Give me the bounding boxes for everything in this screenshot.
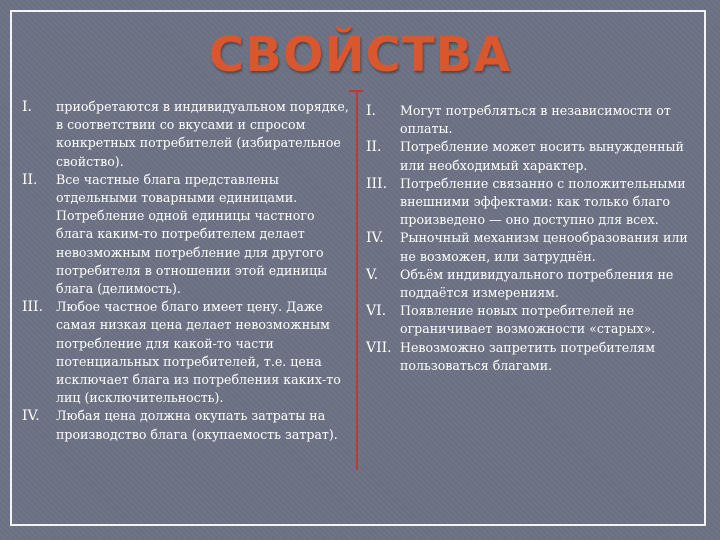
list-item-text: Все частные блага представлены отдельными товарными единицами. Потребление одной единицы частного блага каким-то потребителем делает невозможным потребление для другого потребителя в отношении этой единицы блага (делимость). <box>56 171 328 297</box>
list-item <box>22 298 352 407</box>
list-item <box>366 339 688 375</box>
list-item-number: I. <box>22 99 32 115</box>
list-item-text: Потребление может носить вынужденный или необходимый характер. <box>400 139 684 173</box>
list-item-text: Любое частное благо имеет цену. Даже самая низкая цена делает невозможным потребление для какой-то части потенциальных потребителей, т.е. цена исключает блага из потребления каких-то лиц (исключительность). <box>56 299 341 406</box>
list-item-text: Объём индивидуального потребления не поддаётся измерениям. <box>400 266 674 301</box>
list-item <box>22 171 352 298</box>
list-item-text: Появление новых потребителей не ограничивает возможности «старых». <box>400 303 656 337</box>
list-item-text: Могут потребляться в независимости от оплаты. <box>400 103 671 137</box>
list-item-number: II. <box>22 171 38 188</box>
list-item-text: Потребление связанно с положительными внешними эффектами: как только благо произведено — оно доступно для всех. <box>400 175 686 228</box>
private-goods-properties-list <box>22 98 352 444</box>
list-item <box>366 266 688 302</box>
list-item-number: I. <box>366 103 376 119</box>
list-item-text: приобретаются в индивидуальном порядке, в соответствии со вкусами и спросом конкретных потребителей (избирательное свойство). <box>56 99 349 169</box>
list-item-text: Рыночный механизм ценообразования или не возможен, или затруднён. <box>400 230 688 264</box>
slide-title: СВОЙСТВА <box>208 27 512 83</box>
list-item-number: II. <box>366 139 382 156</box>
column-divider <box>356 92 358 470</box>
list-item-number: IV. <box>22 408 40 425</box>
list-item-text: Невозможно запретить потребителям пользоваться благами. <box>400 339 655 373</box>
list-item <box>366 102 688 138</box>
list-item <box>366 302 688 338</box>
list-item <box>366 175 688 230</box>
list-item-number: VII. <box>366 339 392 356</box>
list-item <box>366 229 688 265</box>
public-goods-properties-list <box>366 102 688 375</box>
list-item-number: III. <box>366 175 388 192</box>
list-item <box>22 407 352 443</box>
list-item-text: Любая цена должна окупать затраты на производство блага (окупаемость затрат). <box>56 408 338 442</box>
list-item <box>22 98 352 171</box>
list-item <box>366 138 688 174</box>
list-item-number: III. <box>22 299 44 316</box>
list-item-number: V. <box>366 266 379 283</box>
list-item-number: IV. <box>366 230 384 247</box>
list-item-number: VI. <box>366 303 387 320</box>
